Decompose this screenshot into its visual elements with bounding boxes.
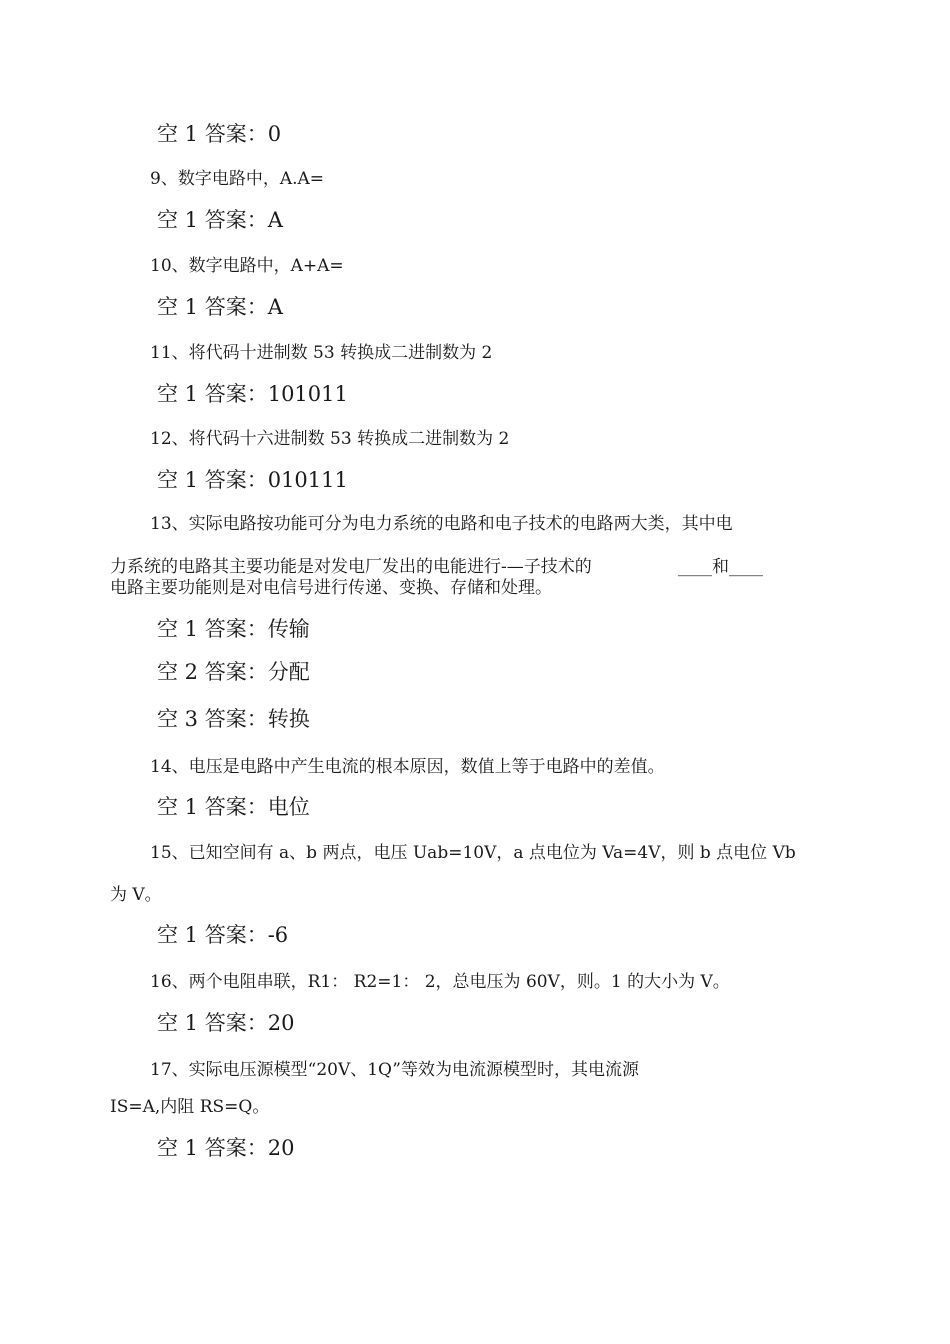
answer-line: 空 1 答案：A bbox=[157, 295, 283, 319]
question-14: 14、电压是电路中产生电流的根本原因，数值上等于电路中的差值。 bbox=[150, 757, 665, 777]
question-9: 9、数字电路中，A.A= bbox=[150, 169, 325, 189]
question-17-continuation: IS=A,内阻 RS=Q。 bbox=[110, 1097, 270, 1117]
answer-line: 空 1 答案：20 bbox=[157, 1011, 295, 1035]
answer-line: 空 1 答案：101011 bbox=[157, 382, 348, 406]
question-16: 16、两个电阻串联，R1： R2=1： 2，总电压为 60V，则。1 的大小为 V。 bbox=[150, 972, 730, 992]
answer-line: 空 1 答案：010111 bbox=[157, 468, 348, 492]
question-10: 10、数字电路中，A+A= bbox=[150, 256, 344, 276]
answer-line: 空 1 答案：0 bbox=[157, 122, 282, 146]
answer-line: 空 2 答案：分配 bbox=[157, 660, 310, 684]
answer-line: 空 1 答案：-6 bbox=[157, 923, 289, 947]
question-17: 17、实际电压源模型“20V、1Q”等效为电流源模型时，其电流源 bbox=[150, 1060, 639, 1080]
question-13-continuation: 电路主要功能则是对电信号进行传递、变换、存储和处理。 bbox=[110, 578, 552, 598]
question-13: 13、实际电路按功能可分为电力系统的电路和电子技术的电路两大类，其中电 bbox=[150, 514, 733, 534]
answer-line: 空 3 答案：转换 bbox=[157, 707, 310, 731]
question-12: 12、将代码十六进制数 53 转换成二进制数为 2 bbox=[150, 429, 510, 449]
answer-line: 空 1 答案：传输 bbox=[157, 617, 310, 641]
question-13-continuation: 力系统的电路其主要功能是对发电厂发出的电能进行-—子技术的 bbox=[110, 557, 592, 577]
question-13-blanks: ____和____ bbox=[678, 557, 763, 577]
question-15: 15、已知空间有 a、b 两点，电压 Uab=10V，a 点电位为 Va=4V，则 b 点电位 Vb bbox=[150, 843, 796, 863]
question-15-continuation: 为 V。 bbox=[110, 885, 162, 905]
answer-line: 空 1 答案：A bbox=[157, 208, 283, 232]
answer-line: 空 1 答案：电位 bbox=[157, 795, 310, 819]
answer-line: 空 1 答案：20 bbox=[157, 1136, 295, 1160]
question-11: 11、将代码十进制数 53 转换成二进制数为 2 bbox=[150, 343, 493, 363]
